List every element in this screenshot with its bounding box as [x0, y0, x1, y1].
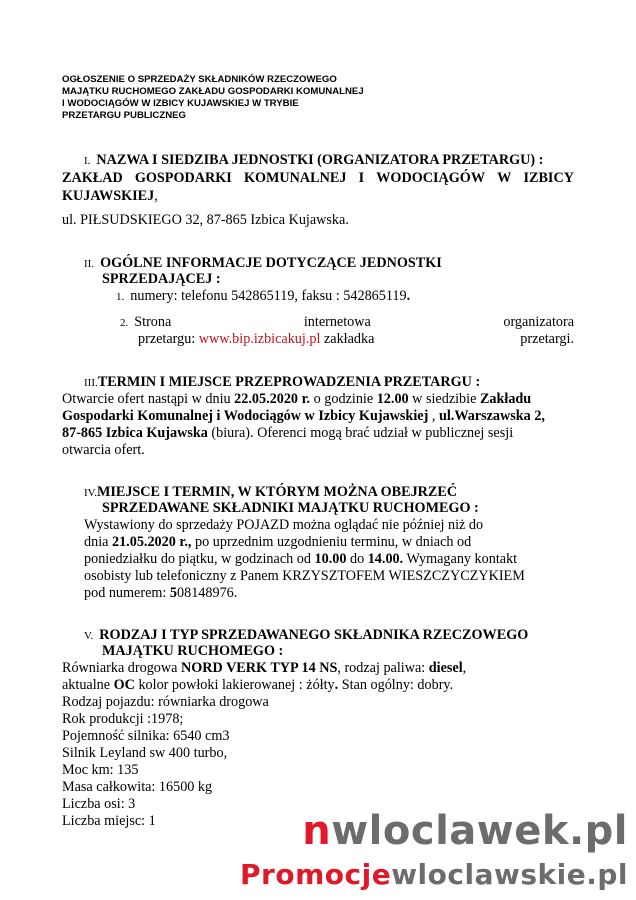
section-3-line-4: otwarcia ofert. [62, 442, 145, 458]
word: W [497, 170, 512, 186]
announcement-header [62, 74, 482, 122]
text: , [428, 408, 439, 424]
viewing-deadline: 21.05.2020 r., [111, 534, 192, 550]
item-number: 2. [120, 317, 129, 329]
text: do [346, 551, 368, 567]
watermark-part: Promocje [240, 858, 392, 891]
text: poniedziałku do piątku, w godzinach od [84, 551, 315, 567]
opening-date: 22.05.2020 r. [234, 391, 311, 407]
text: Równiarka drogowa [62, 660, 181, 676]
section-5-number: V. [84, 630, 94, 642]
fuel-type: diesel [428, 660, 463, 676]
hour-from: 10.00 [314, 551, 347, 567]
section-1-title-line-3 [62, 188, 158, 205]
header-line-3: I WODOCIĄGÓW W IZBICY KUJAWSKIEJ W TRYBIE [62, 98, 299, 109]
section-3-line-3 [62, 425, 513, 442]
text: dnia [84, 534, 112, 550]
word: KOMUNALNEJ [243, 170, 347, 186]
section-4-line-1: Wystawiony do sprzedaży POJAZD można oglądać nie później niż do [84, 517, 484, 533]
spec-line: Rok produkcji :1978; [62, 711, 184, 727]
watermark-part: wloclawskie.pl [391, 858, 628, 891]
section-3-line-1 [62, 391, 531, 408]
section-2-item-1 [116, 288, 410, 306]
text: , rodzaj paliwa: [337, 660, 429, 676]
text: kolor powłoki lakierowanej : żółty [134, 677, 335, 693]
section-1-address: ul. PIŁSUDSKIEGO 32, 87-865 Izbica Kujawska. [62, 212, 349, 228]
spec-line: Moc km: 135 [62, 762, 139, 778]
item-2-word [120, 314, 171, 332]
section-4-line-5 [84, 585, 237, 602]
text: 87-865 Izbica Kujawska [62, 425, 208, 441]
insurance: OC [113, 677, 135, 693]
header-line-2: MAJĄTKU RUCHOMEGO ZAKŁADU GOSPODARKI KOMUNALNEJ [62, 86, 364, 97]
phone-prefix: 5 [169, 585, 177, 601]
spec-line: Liczba miejsc: 1 [62, 813, 156, 829]
watermark-part: wloclawek.pl [331, 808, 628, 854]
opening-hour: 12.00 [376, 391, 409, 407]
word: WODOCIĄGÓW [376, 170, 486, 186]
item-text: . [406, 288, 411, 304]
header-line-1: OGŁOSZENIE O SPRZEDAŻY SKŁADNIKÓW RZECZOWEGO [62, 74, 337, 85]
text: o godzinie [310, 391, 377, 407]
header-line-4: PRZETARGU PUBLICZNEG [62, 110, 187, 121]
watermark-part: n [302, 808, 332, 854]
title-part: , [154, 188, 158, 204]
word: ZAKŁAD [62, 170, 123, 186]
section-4-number: IV. [84, 487, 97, 499]
spec-line: Masa całkowita: 16500 kg [62, 779, 213, 795]
section-4-title-line-2: SPRZEDAWANE SKŁADNIKI MAJĄTKU RUCHOMEGO : [102, 500, 479, 516]
hour-to: 14.00. [367, 551, 404, 567]
item-text: przetargu: [138, 331, 199, 347]
word: IZBICY [523, 170, 574, 186]
text: (biura). Oferenci mogą brać udział w publicznej sesji [207, 425, 514, 441]
item-text: przetargi. [520, 331, 574, 347]
text: Wymagany kontakt [403, 551, 518, 567]
text: Gospodarki Komunalnej i Wodociągów w Izbicy Kujawskiej [62, 408, 429, 424]
spec-line: Liczba osi: 3 [62, 796, 136, 812]
text: Zakładu [479, 391, 532, 407]
vehicle-model: NORD VERK TYP 14 NS [181, 660, 338, 676]
spec-line: Rodzaj pojazdu: równiarka drogowa [62, 694, 269, 710]
item-text: numery: telefonu 542865119, faksu : 542865119 [130, 288, 407, 304]
section-4-line-2 [84, 534, 471, 551]
bip-website-link[interactable]: www.bip.izbicakuj.pl [198, 331, 321, 347]
section-3-title [84, 374, 480, 392]
spec-line: Pojemność silnika: 6540 cm3 [62, 728, 230, 744]
watermark-logo-wloclawek [302, 808, 628, 854]
text: aktualne [62, 677, 114, 693]
section-5-title-line-2: MAJĄTKU RUCHOMEGO : [102, 643, 284, 659]
section-3-title-text: TERMIN I MIEJSCE PRZEPROWADZENIA PRZETARGU : [97, 374, 481, 390]
text: , [462, 660, 467, 676]
word: internetowa [303, 314, 371, 330]
watermark-logo-promocje [240, 858, 628, 891]
text: w siedzibie [408, 391, 480, 407]
section-5-line-2 [62, 677, 453, 694]
section-1-title-line-1: NAZWA I SIEDZIBA JEDNOSTKI (ORGANIZATORA PRZETARGU) : [96, 152, 544, 168]
section-3-line-2 [62, 408, 545, 425]
item-text: zakładka [320, 331, 375, 347]
section-2-title-line-2: SPRZEDAJĄCEJ : [102, 271, 221, 287]
phone-number: 08148976. [177, 585, 238, 601]
text: Otwarcie ofert nastąpi w dniu [62, 391, 235, 407]
text: pod numerem: [84, 585, 170, 601]
word: organizatora [503, 314, 574, 330]
text: ul.Warszawska 2, [438, 408, 545, 424]
word: GOSPODARKI [134, 170, 232, 186]
section-4-line-3 [84, 551, 517, 568]
item-number: 1. [116, 291, 125, 303]
section-4-title-line-1: MIEJSCE I TERMIN, W KTÓRYM MOŻNA OBEJRZEĆ [96, 484, 458, 500]
spec-line: Silnik Leyland sw 400 turbo, [62, 745, 228, 761]
text: po uprzednim uzgodnieniu terminu, w dniach od [191, 534, 472, 550]
title-part: KUJAWSKIEJ [62, 188, 155, 204]
section-1-number: I. [84, 155, 91, 167]
section-2-number: II. [84, 258, 95, 270]
section-1-title [84, 152, 543, 170]
word: Strona [134, 314, 172, 330]
text: Stan ogólny: dobry. [338, 677, 454, 693]
section-2-title-line-1: OGÓLNE INFORMACJE DOTYCZĄCE JEDNOSTKI [100, 255, 442, 271]
section-5-title-line-1: RODZAJ I TYP SPRZEDAWANEGO SKŁADNIKA RZECZOWEGO [99, 627, 529, 643]
section-5-line-1 [62, 660, 466, 677]
section-3-number: III. [84, 377, 98, 389]
section-2-item-2-line-1 [120, 314, 574, 332]
word: I [358, 170, 365, 186]
section-1-title-line-2 [62, 170, 574, 187]
section-4-line-4: osobisty lub telefoniczny z Panem KRZYSZTOFEM WIESZCZYCZYKIEM [84, 568, 525, 584]
text: . [334, 677, 339, 693]
item-2-text [138, 331, 374, 348]
section-2-item-2-line-2 [138, 331, 574, 348]
